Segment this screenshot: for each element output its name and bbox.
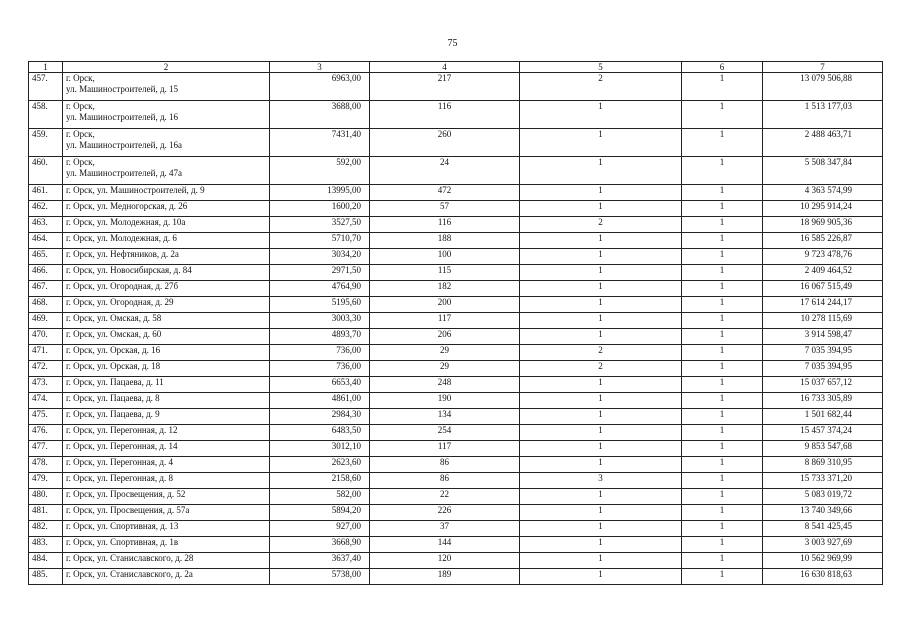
column-4-cell: 190 — [370, 393, 520, 409]
area-cell: 582,00 — [270, 489, 370, 505]
column-4-cell: 86 — [370, 457, 520, 473]
column-6-cell: 1 — [682, 553, 763, 569]
area-cell: 5738,00 — [270, 569, 370, 585]
column-4-cell: 200 — [370, 297, 520, 313]
column-header: 3 — [270, 62, 370, 73]
column-6-cell: 1 — [682, 73, 763, 101]
row-number-cell: 474. — [29, 393, 63, 409]
address-line: г. Орск, ул. Орская, д. 16 — [66, 345, 161, 355]
table-row — [29, 569, 883, 585]
address-line: г. Орск, ул. Нефтяников, д. 2а — [66, 249, 179, 259]
column-6-cell: 1 — [682, 281, 763, 297]
address-cell — [63, 185, 270, 201]
table-row — [29, 157, 883, 185]
row-number-cell: 484. — [29, 553, 63, 569]
cost-cell: 10 295 914,24 — [763, 201, 883, 217]
cost-cell: 2 488 463,71 — [763, 129, 883, 157]
row-number-cell: 473. — [29, 377, 63, 393]
cost-cell: 8 541 425,45 — [763, 521, 883, 537]
cost-cell: 7 035 394,95 — [763, 345, 883, 361]
column-6-cell: 1 — [682, 569, 763, 585]
area-cell: 3527,50 — [270, 217, 370, 233]
row-number-cell: 475. — [29, 409, 63, 425]
column-4-cell: 472 — [370, 185, 520, 201]
row-number-cell: 469. — [29, 313, 63, 329]
cost-cell: 5 083 019,72 — [763, 489, 883, 505]
address-cell — [63, 377, 270, 393]
column-5-cell: 3 — [520, 473, 682, 489]
row-number-cell: 480. — [29, 489, 63, 505]
column-6-cell: 1 — [682, 537, 763, 553]
address-line: г. Орск, ул. Станиславского, д. 28 — [66, 553, 194, 563]
address-cell — [63, 73, 270, 101]
table-row — [29, 393, 883, 409]
column-5-cell: 1 — [520, 265, 682, 281]
column-5-cell: 1 — [520, 537, 682, 553]
column-6-cell: 1 — [682, 249, 763, 265]
column-4-cell: 120 — [370, 553, 520, 569]
address-cell — [63, 201, 270, 217]
cost-cell: 1 513 177,03 — [763, 101, 883, 129]
table-row — [29, 409, 883, 425]
area-cell: 4861,00 — [270, 393, 370, 409]
table-row — [29, 129, 883, 157]
address-cell — [63, 521, 270, 537]
table-row — [29, 73, 883, 101]
row-number-cell: 472. — [29, 361, 63, 377]
column-4-cell: 116 — [370, 217, 520, 233]
cost-cell: 15 733 371,20 — [763, 473, 883, 489]
row-number-cell: 476. — [29, 425, 63, 441]
address-line: г. Орск, ул. Перегонная, д. 8 — [66, 473, 173, 483]
cost-cell: 1 501 682,44 — [763, 409, 883, 425]
column-5-cell: 1 — [520, 233, 682, 249]
column-6-cell: 1 — [682, 489, 763, 505]
table-row — [29, 505, 883, 521]
area-cell: 5195,60 — [270, 297, 370, 313]
column-5-cell: 2 — [520, 217, 682, 233]
address-line: г. Орск, — [66, 101, 95, 111]
row-number-cell: 462. — [29, 201, 63, 217]
address-line: г. Орск, ул. Перегонная, д. 4 — [66, 457, 173, 467]
row-number-cell: 464. — [29, 233, 63, 249]
column-5-cell: 1 — [520, 297, 682, 313]
table-body — [29, 73, 883, 585]
column-header: 7 — [763, 62, 883, 73]
cost-cell: 16 067 515,49 — [763, 281, 883, 297]
address-line: г. Орск, ул. Просвещения, д. 52 — [66, 489, 186, 499]
area-cell: 3034,20 — [270, 249, 370, 265]
column-number-row — [29, 62, 883, 73]
column-5-cell: 1 — [520, 569, 682, 585]
column-5-cell: 1 — [520, 313, 682, 329]
column-5-cell: 2 — [520, 345, 682, 361]
cost-cell: 7 035 394,95 — [763, 361, 883, 377]
address-line: г. Орск, ул. Медногорская, д. 26 — [66, 201, 188, 211]
address-cell — [63, 281, 270, 297]
column-header: 2 — [63, 62, 270, 73]
area-cell: 5710,70 — [270, 233, 370, 249]
table-row — [29, 521, 883, 537]
area-cell: 592,00 — [270, 157, 370, 185]
table-row — [29, 329, 883, 345]
table-row — [29, 473, 883, 489]
row-number-cell: 465. — [29, 249, 63, 265]
page-number: 75 — [447, 38, 458, 49]
column-5-cell: 1 — [520, 521, 682, 537]
table-row — [29, 233, 883, 249]
address-cell — [63, 129, 270, 157]
address-line: г. Орск, ул. Машиностроителей, д. 9 — [66, 185, 205, 195]
column-6-cell: 1 — [682, 157, 763, 185]
column-4-cell: 100 — [370, 249, 520, 265]
row-number-cell: 479. — [29, 473, 63, 489]
area-cell: 4893,70 — [270, 329, 370, 345]
row-number-cell: 463. — [29, 217, 63, 233]
column-6-cell: 1 — [682, 425, 763, 441]
cost-cell: 16 585 226,87 — [763, 233, 883, 249]
column-4-cell: 29 — [370, 361, 520, 377]
cost-cell: 18 969 905,36 — [763, 217, 883, 233]
column-5-cell: 1 — [520, 157, 682, 185]
column-6-cell: 1 — [682, 201, 763, 217]
column-4-cell: 29 — [370, 345, 520, 361]
row-number-cell: 461. — [29, 185, 63, 201]
column-header: 1 — [29, 62, 63, 73]
column-header: 4 — [370, 62, 520, 73]
row-number-cell: 481. — [29, 505, 63, 521]
row-number-cell: 478. — [29, 457, 63, 473]
address-cell — [63, 537, 270, 553]
column-4-cell: 57 — [370, 201, 520, 217]
address-line: г. Орск, ул. Омская, д. 60 — [66, 329, 162, 339]
column-6-cell: 1 — [682, 265, 763, 281]
address-line: г. Орск, ул. Станиславского, д. 2а — [66, 569, 193, 579]
column-6-cell: 1 — [682, 233, 763, 249]
row-number-cell: 458. — [29, 101, 63, 129]
address-cell — [63, 101, 270, 129]
column-5-cell: 1 — [520, 393, 682, 409]
column-6-cell: 1 — [682, 505, 763, 521]
address-cell — [63, 233, 270, 249]
area-cell: 927,00 — [270, 521, 370, 537]
table-row — [29, 217, 883, 233]
column-5-cell: 2 — [520, 361, 682, 377]
table-row — [29, 537, 883, 553]
table-row — [29, 249, 883, 265]
cost-cell: 8 869 310,95 — [763, 457, 883, 473]
address-cell — [63, 157, 270, 185]
column-4-cell: 188 — [370, 233, 520, 249]
cost-cell: 15 037 657,12 — [763, 377, 883, 393]
area-cell: 1600,20 — [270, 201, 370, 217]
address-line: г. Орск, ул. Орская, д. 18 — [66, 361, 161, 371]
column-4-cell: 86 — [370, 473, 520, 489]
area-cell: 6483,50 — [270, 425, 370, 441]
column-6-cell: 1 — [682, 473, 763, 489]
column-4-cell: 115 — [370, 265, 520, 281]
area-cell: 736,00 — [270, 361, 370, 377]
column-5-cell: 1 — [520, 457, 682, 473]
cost-cell: 9 853 547,68 — [763, 441, 883, 457]
row-number-cell: 467. — [29, 281, 63, 297]
register-table — [28, 61, 883, 585]
table-row — [29, 441, 883, 457]
column-6-cell: 1 — [682, 297, 763, 313]
column-6-cell: 1 — [682, 521, 763, 537]
area-cell: 2971,50 — [270, 265, 370, 281]
area-cell: 3688,00 — [270, 101, 370, 129]
table-row — [29, 377, 883, 393]
table-row — [29, 297, 883, 313]
column-header: 6 — [682, 62, 763, 73]
area-cell: 13995,00 — [270, 185, 370, 201]
address-cell — [63, 329, 270, 345]
cost-cell: 16 733 305,89 — [763, 393, 883, 409]
column-4-cell: 117 — [370, 441, 520, 457]
area-cell: 3012,10 — [270, 441, 370, 457]
table-row — [29, 489, 883, 505]
address-line: ул. Машиностроителей, д. 16а — [66, 140, 183, 150]
address-line: г. Орск, ул. Просвещения, д. 57а — [66, 505, 190, 515]
area-cell: 2623,60 — [270, 457, 370, 473]
address-cell — [63, 249, 270, 265]
column-5-cell: 1 — [520, 185, 682, 201]
column-4-cell: 144 — [370, 537, 520, 553]
row-number-cell: 482. — [29, 521, 63, 537]
column-4-cell: 134 — [370, 409, 520, 425]
address-line: г. Орск, — [66, 129, 95, 139]
cost-cell: 9 723 478,76 — [763, 249, 883, 265]
address-cell — [63, 569, 270, 585]
address-cell — [63, 313, 270, 329]
row-number-cell: 468. — [29, 297, 63, 313]
address-cell — [63, 297, 270, 313]
cost-cell: 16 630 818,63 — [763, 569, 883, 585]
cost-cell: 10 278 115,69 — [763, 313, 883, 329]
table-row — [29, 425, 883, 441]
row-number-cell: 471. — [29, 345, 63, 361]
column-5-cell: 1 — [520, 425, 682, 441]
area-cell: 2158,60 — [270, 473, 370, 489]
column-6-cell: 1 — [682, 185, 763, 201]
area-cell: 3668,90 — [270, 537, 370, 553]
cost-cell: 15 457 374,24 — [763, 425, 883, 441]
table-row — [29, 265, 883, 281]
address-line: г. Орск, ул. Пацаева, д. 8 — [66, 393, 160, 403]
cost-cell: 13 079 506,88 — [763, 73, 883, 101]
column-6-cell: 1 — [682, 101, 763, 129]
column-6-cell: 1 — [682, 345, 763, 361]
area-cell: 2984,30 — [270, 409, 370, 425]
address-cell — [63, 393, 270, 409]
column-header: 5 — [520, 62, 682, 73]
address-line: г. Орск, ул. Пацаева, д. 9 — [66, 409, 160, 419]
cost-cell: 3 914 598,47 — [763, 329, 883, 345]
address-cell — [63, 473, 270, 489]
row-number-cell: 477. — [29, 441, 63, 457]
address-line: г. Орск, ул. Спортивная, д. 13 — [66, 521, 179, 531]
table-row — [29, 553, 883, 569]
row-number-cell: 457. — [29, 73, 63, 101]
column-4-cell: 254 — [370, 425, 520, 441]
column-6-cell: 1 — [682, 377, 763, 393]
cost-cell: 13 740 349,66 — [763, 505, 883, 521]
column-5-cell: 1 — [520, 505, 682, 521]
area-cell: 5894,20 — [270, 505, 370, 521]
column-6-cell: 1 — [682, 329, 763, 345]
column-4-cell: 116 — [370, 101, 520, 129]
cost-cell: 2 409 464,52 — [763, 265, 883, 281]
column-5-cell: 1 — [520, 329, 682, 345]
column-6-cell: 1 — [682, 217, 763, 233]
column-4-cell: 22 — [370, 489, 520, 505]
column-6-cell: 1 — [682, 313, 763, 329]
area-cell: 3637,40 — [270, 553, 370, 569]
table-row — [29, 281, 883, 297]
column-6-cell: 1 — [682, 441, 763, 457]
column-6-cell: 1 — [682, 129, 763, 157]
column-5-cell: 2 — [520, 73, 682, 101]
column-4-cell: 189 — [370, 569, 520, 585]
row-number-cell: 466. — [29, 265, 63, 281]
column-5-cell: 1 — [520, 129, 682, 157]
table-row — [29, 185, 883, 201]
column-5-cell: 1 — [520, 553, 682, 569]
column-4-cell: 226 — [370, 505, 520, 521]
address-cell — [63, 505, 270, 521]
address-line: ул. Машиностроителей, д. 15 — [66, 84, 179, 94]
address-line: г. Орск, ул. Огородная, д. 29 — [66, 297, 174, 307]
row-number-cell: 470. — [29, 329, 63, 345]
table-row — [29, 361, 883, 377]
address-cell — [63, 457, 270, 473]
cost-cell: 17 614 244,17 — [763, 297, 883, 313]
column-4-cell: 37 — [370, 521, 520, 537]
column-4-cell: 260 — [370, 129, 520, 157]
area-cell: 6653,40 — [270, 377, 370, 393]
address-cell — [63, 441, 270, 457]
column-6-cell: 1 — [682, 393, 763, 409]
column-5-cell: 1 — [520, 441, 682, 457]
row-number-cell: 460. — [29, 157, 63, 185]
address-cell — [63, 345, 270, 361]
address-line: г. Орск, ул. Перегонная, д. 12 — [66, 425, 178, 435]
area-cell: 3003,30 — [270, 313, 370, 329]
address-cell — [63, 361, 270, 377]
column-4-cell: 248 — [370, 377, 520, 393]
address-line: г. Орск, ул. Спортивная, д. 1в — [66, 537, 179, 547]
table-row — [29, 457, 883, 473]
column-4-cell: 217 — [370, 73, 520, 101]
column-6-cell: 1 — [682, 409, 763, 425]
address-line: ул. Машиностроителей, д. 16 — [66, 112, 179, 122]
column-4-cell: 24 — [370, 157, 520, 185]
column-5-cell: 1 — [520, 377, 682, 393]
column-5-cell: 1 — [520, 201, 682, 217]
area-cell: 6963,00 — [270, 73, 370, 101]
address-cell — [63, 265, 270, 281]
column-5-cell: 1 — [520, 409, 682, 425]
column-5-cell: 1 — [520, 249, 682, 265]
table-row — [29, 345, 883, 361]
column-5-cell: 1 — [520, 281, 682, 297]
address-cell — [63, 409, 270, 425]
column-6-cell: 1 — [682, 457, 763, 473]
address-line: г. Орск, — [66, 157, 95, 167]
area-cell: 736,00 — [270, 345, 370, 361]
cost-cell: 10 562 969,99 — [763, 553, 883, 569]
table-row — [29, 313, 883, 329]
address-cell — [63, 489, 270, 505]
address-line: г. Орск, ул. Омская, д. 58 — [66, 313, 162, 323]
row-number-cell: 483. — [29, 537, 63, 553]
cost-cell: 4 363 574,99 — [763, 185, 883, 201]
address-line: г. Орск, ул. Огородная, д. 27б — [66, 281, 179, 291]
column-4-cell: 117 — [370, 313, 520, 329]
cost-cell: 3 003 927,69 — [763, 537, 883, 553]
column-6-cell: 1 — [682, 361, 763, 377]
address-line: г. Орск, ул. Новосибирская, д. 84 — [66, 265, 192, 275]
address-line: г. Орск, — [66, 73, 95, 83]
column-5-cell: 1 — [520, 489, 682, 505]
area-cell: 7431,40 — [270, 129, 370, 157]
address-cell — [63, 425, 270, 441]
address-cell — [63, 217, 270, 233]
column-5-cell: 1 — [520, 101, 682, 129]
address-line: г. Орск, ул. Пацаева, д. 11 — [66, 377, 164, 387]
area-cell: 4764,90 — [270, 281, 370, 297]
row-number-cell: 485. — [29, 569, 63, 585]
row-number-cell: 459. — [29, 129, 63, 157]
column-4-cell: 206 — [370, 329, 520, 345]
table-row — [29, 101, 883, 129]
address-cell — [63, 553, 270, 569]
address-line: ул. Машиностроителей, д. 47а — [66, 168, 183, 178]
cost-cell: 5 508 347,84 — [763, 157, 883, 185]
address-line: г. Орск, ул. Перегонная, д. 14 — [66, 441, 178, 451]
address-line: г. Орск, ул. Молодежная, д. 6 — [66, 233, 177, 243]
table-row — [29, 201, 883, 217]
column-4-cell: 182 — [370, 281, 520, 297]
address-line: г. Орск, ул. Молодежная, д. 10а — [66, 217, 186, 227]
